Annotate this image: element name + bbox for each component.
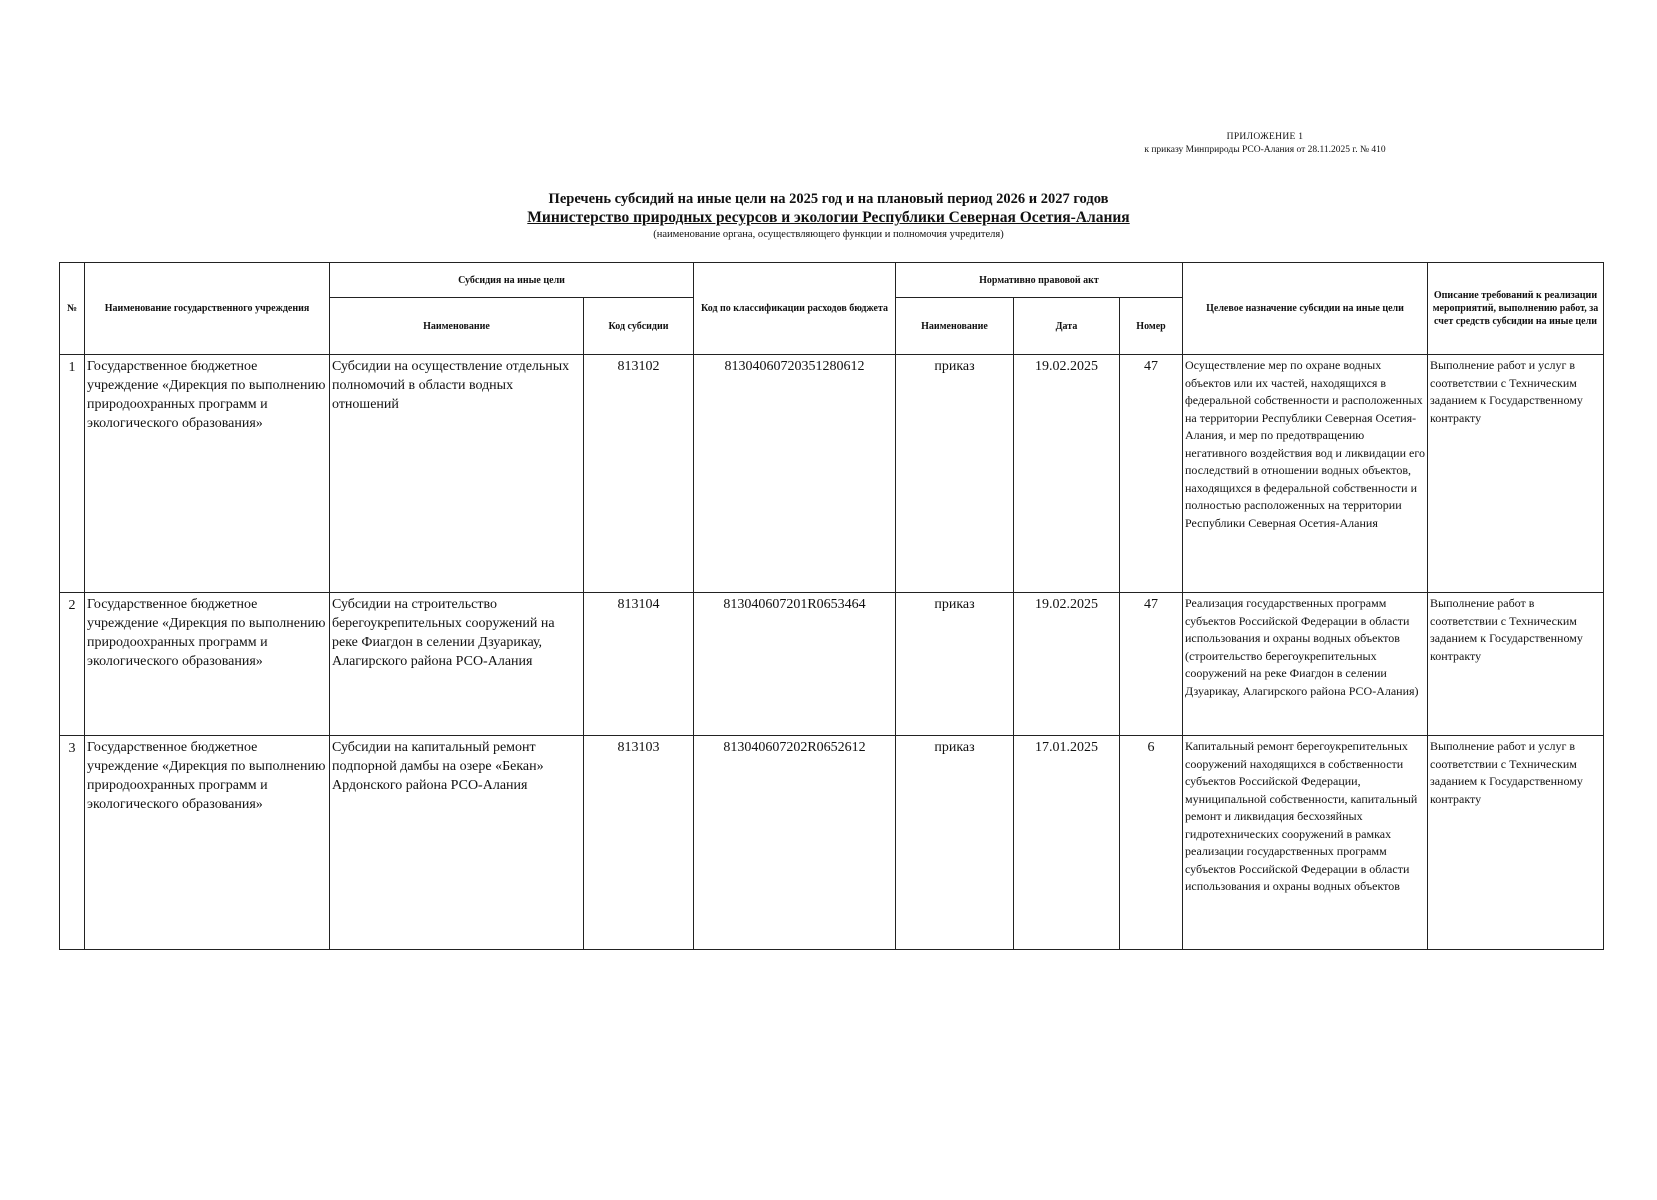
document-title-block bbox=[0, 190, 1657, 242]
row-budget-code: 8130406072035128061​2 bbox=[694, 355, 896, 593]
row-subsidy-code: 813103 bbox=[584, 736, 694, 950]
row-subsidy-code: 813102 bbox=[584, 355, 694, 593]
row-act-date: 19.02.2025 bbox=[1014, 593, 1120, 736]
ministry-caption: (наименование органа, осуществляющего функции и полномочия учредителя) bbox=[653, 229, 1004, 240]
row-act-name: приказ bbox=[896, 593, 1014, 736]
row-purpose: Осуществление мер по охране водных объектов или их частей, находящихся в федеральной собственности и расположенных на территории Республики Северная Осетия-Алания, и мер по предотвращению негативного воздействия вод и ликвидации его последствий в отношении водных объектов, находящихся в федеральной собственности и полностью расположенных на территории Республики Северная Осетия-Алания bbox=[1183, 355, 1428, 593]
header-act-name: Наименование bbox=[896, 298, 1014, 355]
appendix-subtitle: к приказу Минприроды РСО-Алания от 28.11.2025 г. № 410 bbox=[1144, 145, 1386, 155]
subsidies-table bbox=[59, 262, 1604, 950]
row-subsidy-name: Субсидии на осуществление отдельных полномочий в области водных отношений bbox=[330, 355, 584, 593]
appendix-title: ПРИЛОЖЕНИЕ 1 bbox=[1226, 132, 1304, 142]
header-purpose: Целевое назначение субсидии на иные цели bbox=[1183, 263, 1428, 355]
header-act-number: Номер bbox=[1120, 298, 1183, 355]
row-act-number: 6 bbox=[1120, 736, 1183, 950]
row-institution: Государственное бюджетное учреждение «Дирекция по выполнению природоохранных программ и экологического образования» bbox=[85, 736, 330, 950]
row-requirements: Выполнение работ и услуг в соответствии с Техническим заданием к Государственному контракту bbox=[1428, 355, 1604, 593]
table-row bbox=[60, 736, 1604, 950]
header-num: № bbox=[60, 263, 85, 355]
row-purpose: Реализация государственных программ субъектов Российской Федерации в области использования и охраны водных объектов (строительство берегоукрепительных сооружений на реке Фиагдон в селении Дзуарикау, Алагирского района РСО-Алания) bbox=[1183, 593, 1428, 736]
row-act-date: 19.02.2025 bbox=[1014, 355, 1120, 593]
header-subsidy-code: Код субсидии bbox=[584, 298, 694, 355]
document-title: Перечень субсидий на иные цели на 2025 год и на плановый период 2026 и 2027 годов bbox=[548, 191, 1109, 207]
row-purpose: Капитальный ремонт берегоукрепительных сооружений находящихся в собственности субъектов Российской Федерации, муниципальной собственности, капитальный ремонт и ликвидация бесхозяйных гидротехнических сооружений в рамках реализации государственных программ субъектов Российской Федерации в области использования и охраны водных объектов bbox=[1183, 736, 1428, 950]
row-institution: Государственное бюджетное учреждение «Дирекция по выполнению природоохранных программ и экологического образования» bbox=[85, 355, 330, 593]
row-subsidy-name: Субсидии на капитальный ремонт подпорной дамбы на озере «Бекан» Ардонского района РСО-Алания bbox=[330, 736, 584, 950]
header-act-date: Дата bbox=[1014, 298, 1120, 355]
header-subsidy-name: Наименование bbox=[330, 298, 584, 355]
ministry-name: Министерство природных ресурсов и экологии Республики Северная Осетия-Алания bbox=[527, 209, 1130, 226]
header-budget-code: Код по классификации расходов бюджета bbox=[694, 263, 896, 355]
row-act-name: приказ bbox=[896, 355, 1014, 593]
row-act-name: приказ bbox=[896, 736, 1014, 950]
row-requirements: Выполнение работ и услуг в соответствии с Техническим заданием к Государственному контракту bbox=[1428, 736, 1604, 950]
row-num: 2 bbox=[60, 593, 85, 736]
row-act-date: 17.01.2025 bbox=[1014, 736, 1120, 950]
row-budget-code: 813040607202R0652612 bbox=[694, 736, 896, 950]
header-institution: Наименование государственного учреждения bbox=[85, 263, 330, 355]
row-num: 1 bbox=[60, 355, 85, 593]
row-budget-code: 813040607201R0653464 bbox=[694, 593, 896, 736]
row-act-number: 47 bbox=[1120, 355, 1183, 593]
row-subsidy-name: Субсидии на строительство берегоукрепительных сооружений на реке Фиагдон в селении Дзуарикау, Алагирского района РСО-Алания bbox=[330, 593, 584, 736]
row-num: 3 bbox=[60, 736, 85, 950]
header-requirements: Описание требований к реализации мероприятий, выполнению работ, за счет средств субсидии на иные цели bbox=[1428, 263, 1604, 355]
table-row bbox=[60, 355, 1604, 593]
row-requirements: Выполнение работ в соответствии с Техническим заданием к Государственному контракту bbox=[1428, 593, 1604, 736]
row-institution: Государственное бюджетное учреждение «Дирекция по выполнению природоохранных программ и экологического образования» bbox=[85, 593, 330, 736]
row-act-number: 47 bbox=[1120, 593, 1183, 736]
table-row bbox=[60, 593, 1604, 736]
appendix-header bbox=[1090, 131, 1440, 157]
header-act-group: Нормативно правовой акт bbox=[896, 263, 1183, 298]
row-subsidy-code: 813104 bbox=[584, 593, 694, 736]
header-subsidy-group: Субсидия на иные цели bbox=[330, 263, 694, 298]
